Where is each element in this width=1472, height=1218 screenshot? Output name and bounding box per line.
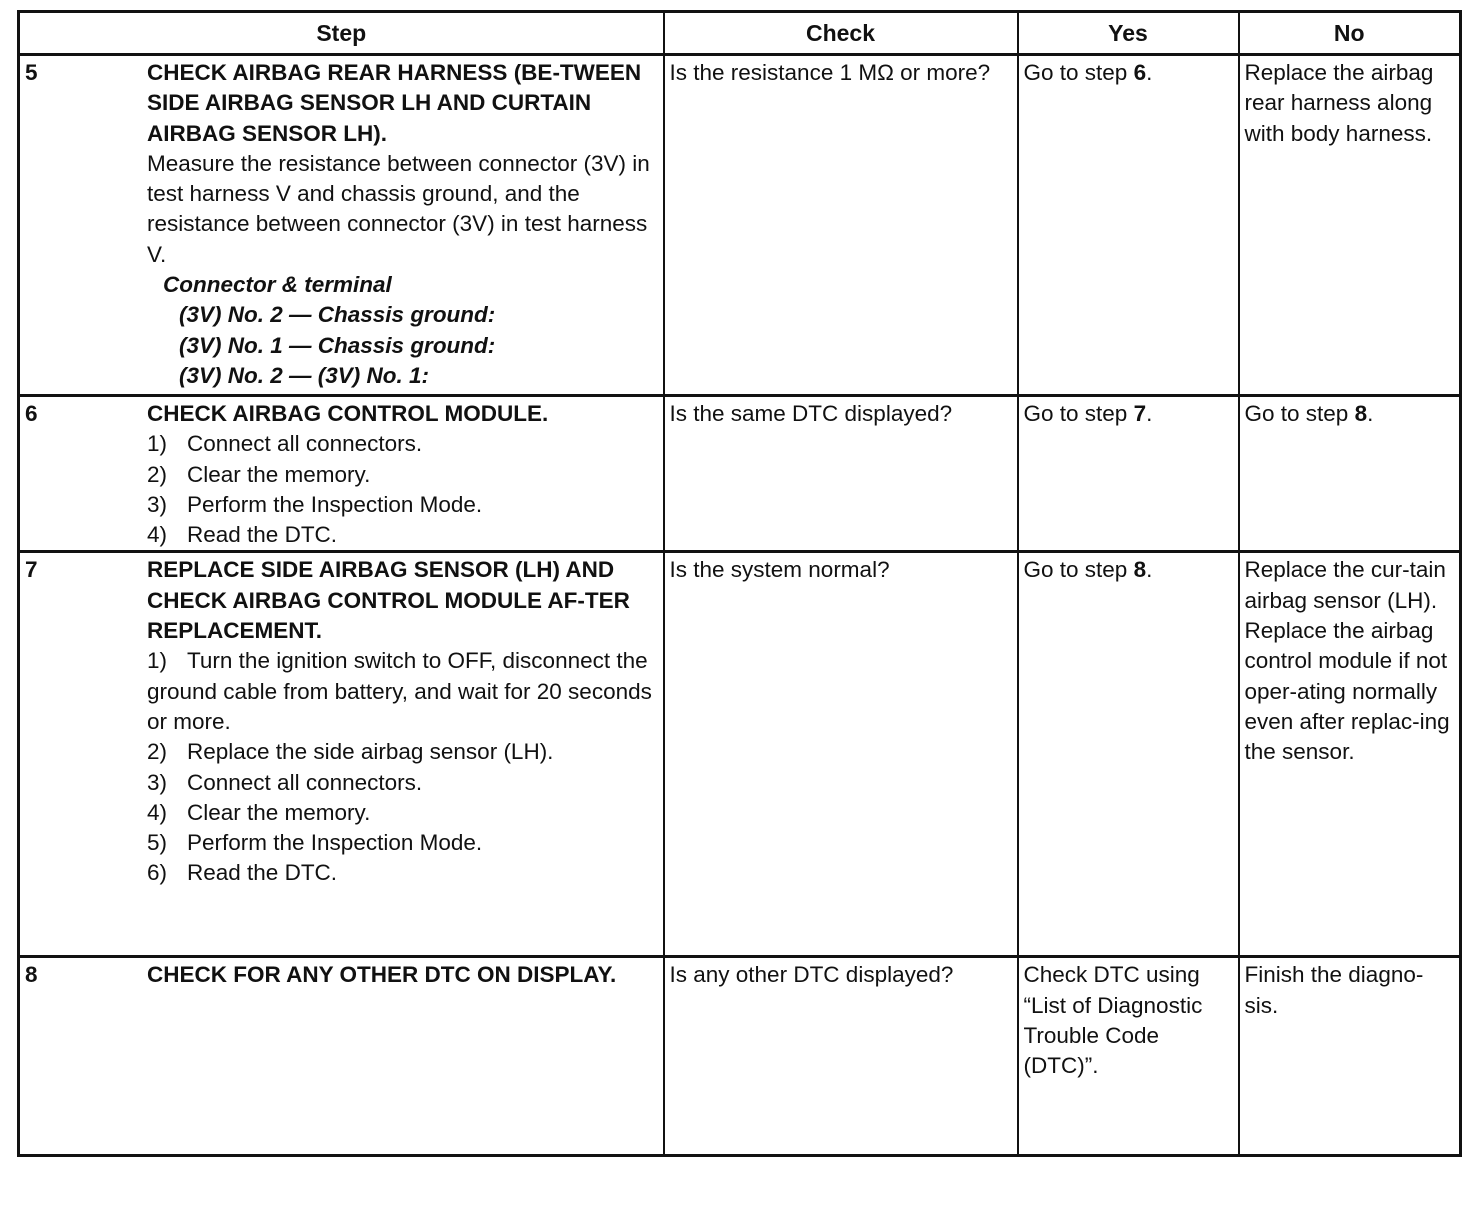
table-row — [19, 552, 1461, 957]
check-cell: Is the system normal? — [664, 552, 1018, 957]
procedure-text: Replace the side airbag sensor (LH). — [187, 739, 554, 765]
step-number: 6 — [25, 401, 38, 426]
procedure-number: 2) — [147, 739, 168, 765]
procedure-number: 1) — [147, 431, 168, 457]
yes-suffix: . — [1146, 401, 1153, 426]
no-text: Go to step — [1244, 401, 1355, 426]
yes-text: Go to step — [1023, 60, 1134, 85]
procedure-text: Clear the memory. — [187, 461, 371, 487]
yes-cell — [1018, 55, 1239, 396]
step-cell — [19, 396, 664, 552]
check-cell: Is the same DTC displayed? — [664, 396, 1018, 552]
yes-text: Go to step — [1023, 401, 1134, 426]
step-text: Measure the resistance between connector (3V) in test harness V and chassis ground, and the resistance between connector (3V) in test harness V. — [147, 150, 650, 267]
procedure-item — [147, 798, 657, 828]
check-cell: Is any other DTC displayed? — [664, 957, 1018, 1156]
procedure-item — [147, 429, 657, 459]
yes-text: Go to step — [1023, 557, 1134, 583]
step-title: REPLACE SIDE AIRBAG SENSOR (LH) AND CHECK AIRBAG CONTROL MODULE AF-TER REPLACEMENT. — [147, 557, 630, 644]
connector-terminal-heading: Connector & terminal — [163, 272, 392, 298]
step-cell — [19, 957, 664, 1156]
yes-cell — [1018, 552, 1239, 957]
step-title: CHECK AIRBAG REAR HARNESS (BE-TWEEN SIDE AIRBAG SENSOR LH AND CURTAIN AIRBAG SENSOR LH). — [147, 60, 642, 146]
step-cell — [19, 55, 664, 396]
procedure-number: 1) — [147, 648, 168, 674]
terminal-spec: (3V) No. 1 — Chassis ground: — [179, 332, 496, 358]
step-reference: 8 — [1354, 401, 1368, 426]
procedure-text: Connect all connectors. — [187, 769, 423, 795]
check-cell: Is the resistance 1 MΩ or more? — [664, 55, 1018, 396]
procedure-text: Perform the Inspection Mode. — [187, 491, 483, 517]
yes-suffix: . — [1146, 557, 1153, 583]
procedure-item — [147, 520, 657, 550]
step-reference: 8 — [1133, 557, 1147, 583]
table-row — [19, 957, 1461, 1156]
procedure-number: 3) — [147, 769, 168, 795]
procedure-number: 4) — [147, 799, 168, 825]
procedure-number: 2) — [147, 461, 168, 487]
step-number: 7 — [25, 557, 38, 583]
terminal-spec: (3V) No. 2 — (3V) No. 1: — [179, 362, 430, 388]
step-number: 5 — [25, 60, 38, 85]
step-reference: 6 — [1133, 60, 1147, 85]
procedure-item — [147, 646, 657, 737]
procedure-item — [147, 858, 657, 888]
procedure-item — [147, 828, 657, 858]
procedure-text: Connect all connectors. — [187, 431, 423, 457]
step-cell — [19, 552, 664, 957]
no-cell: Replace the cur-tain airbag sensor (LH). Replace the airbag control module if not oper-ating normally even after replac-ing the sensor. — [1239, 552, 1461, 957]
no-suffix: . — [1367, 401, 1374, 426]
no-cell: Replace the airbag rear harness along with body harness. — [1239, 55, 1461, 396]
procedure-item — [147, 737, 657, 767]
procedure-number: 5) — [147, 830, 168, 856]
step-reference: 7 — [1133, 401, 1147, 426]
no-cell: Finish the diagno-sis. — [1239, 957, 1461, 1156]
procedure-item — [147, 460, 657, 490]
yes-cell — [1018, 396, 1239, 552]
procedure-text: Read the DTC. — [187, 860, 338, 886]
no-cell — [1239, 396, 1461, 552]
step-number: 8 — [25, 962, 38, 988]
header-step: Step — [19, 12, 664, 55]
step-title: CHECK FOR ANY OTHER DTC ON DISPLAY. — [147, 962, 617, 988]
yes-suffix: . — [1146, 60, 1153, 85]
diagnostic-table — [17, 10, 1462, 1157]
table-row — [19, 55, 1461, 396]
header-yes: Yes — [1018, 12, 1239, 55]
header-row — [19, 12, 1461, 55]
table-row — [19, 396, 1461, 552]
yes-cell: Check DTC using “List of Diagnostic Trouble Code (DTC)”. — [1018, 957, 1239, 1156]
procedure-number: 4) — [147, 522, 168, 548]
procedure-text: Turn the ignition switch to OFF, disconnect the ground cable from battery, and wait for 20 seconds or more. — [147, 648, 652, 734]
header-no: No — [1239, 12, 1461, 55]
procedure-number: 6) — [147, 860, 168, 886]
terminal-spec: (3V) No. 2 — Chassis ground: — [179, 302, 496, 328]
step-title: CHECK AIRBAG CONTROL MODULE. — [147, 401, 549, 426]
procedure-number: 3) — [147, 491, 168, 517]
procedure-item — [147, 490, 657, 520]
procedure-text: Read the DTC. — [187, 522, 338, 548]
procedure-item — [147, 768, 657, 798]
header-check: Check — [664, 12, 1018, 55]
procedure-text: Perform the Inspection Mode. — [187, 830, 483, 856]
procedure-text: Clear the memory. — [187, 799, 371, 825]
